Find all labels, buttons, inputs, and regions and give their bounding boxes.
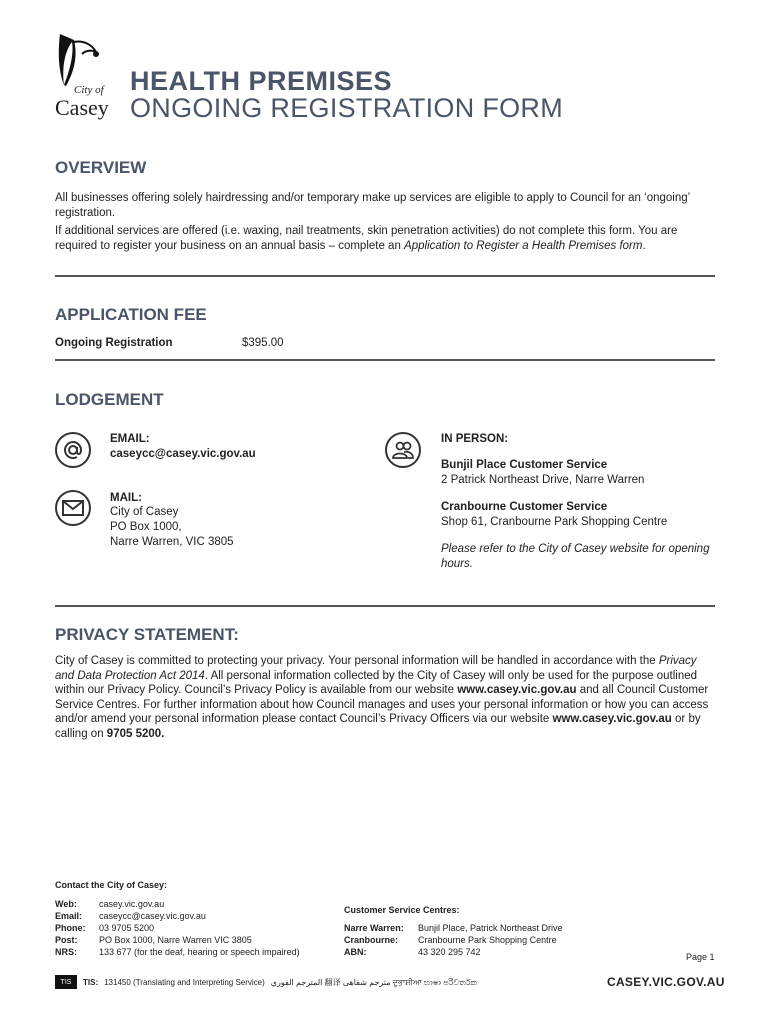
footer-key: Phone: bbox=[55, 923, 86, 933]
page-number: Page 1 bbox=[686, 952, 715, 962]
tis-label: TIS: bbox=[83, 977, 99, 987]
overview-heading: OVERVIEW bbox=[55, 158, 147, 177]
footer-key: Cranbourne: bbox=[344, 935, 398, 945]
tis-text: 131450 (Translating and Interpreting Service) bbox=[104, 977, 265, 987]
centre-cranbourne: Cranbourne Park Shopping Centre bbox=[418, 935, 557, 945]
opening-hours-note: Please refer to the City of Casey website for opening hours. bbox=[441, 543, 710, 570]
overview-paragraph-1: All businesses offering solely hairdressing and/or temporary make up services are eligible to apply to Council for an ‘ongoing’ registration. bbox=[55, 192, 690, 219]
mail-icon bbox=[55, 490, 91, 526]
overview-paragraph-2: If additional services are offered (i.e. waxing, nail treatments, skin penetration activities) do not complete this form. You are required to register your business on an annual basis – complete an Application to Register a Health Premises form. bbox=[55, 225, 678, 252]
form-title-line1: HEALTH PREMISES bbox=[130, 66, 393, 96]
tis-line bbox=[55, 975, 477, 989]
footer-email[interactable]: caseycc@casey.vic.gov.au bbox=[99, 911, 206, 921]
divider bbox=[55, 275, 715, 277]
footer-phone: 03 9705 5200 bbox=[99, 923, 155, 933]
mail-line-2: PO Box 1000, bbox=[110, 521, 182, 533]
footer-title: Contact the City of Casey: bbox=[55, 880, 168, 890]
mail-label: MAIL: bbox=[110, 492, 142, 504]
in-person-label: IN PERSON: bbox=[441, 433, 509, 445]
footer-nrs: 133 677 (for the deaf, hearing or speech impaired) bbox=[99, 947, 300, 957]
centres-title: Customer Service Centres: bbox=[344, 905, 460, 915]
application-fee-heading: APPLICATION FEE bbox=[55, 305, 207, 324]
website-link[interactable]: www.casey.vic.gov.au bbox=[457, 684, 577, 696]
logo-city-of: City of bbox=[74, 84, 104, 96]
cranbourne-address: Shop 61, Cranbourne Park Shopping Centre bbox=[441, 516, 668, 528]
tis-icon: TIS bbox=[55, 975, 77, 989]
footer-post: PO Box 1000, Narre Warren VIC 3805 bbox=[99, 935, 252, 945]
footer-web[interactable]: casey.vic.gov.au bbox=[99, 899, 165, 909]
lodgement-heading: LODGEMENT bbox=[55, 390, 164, 409]
mail-line-3: Narre Warren, VIC 3805 bbox=[110, 536, 234, 548]
privacy-paragraph: City of Casey is committed to protecting your privacy. Your personal information will be handled in accordance with the Privacy and Data Protection Act 2014. All personal information collected by the City of Casey will only be used for the purpose outlined within our Privacy Policy. Council’s Privacy Policy is available from our website www.casey.vic.gov.au and all Council Customer Service Centres. For further information about how Council manages and uses your personal information or how you can access and/or amend your personal information please contact Council’s Privacy Officers via our website www.casey.vic.gov.au or by calling on 9705 5200. bbox=[55, 655, 709, 740]
footer-key: Email: bbox=[55, 911, 83, 921]
privacy-heading: PRIVACY STATEMENT: bbox=[55, 625, 239, 644]
cranbourne-name: Cranbourne Customer Service bbox=[441, 501, 608, 513]
footer-key: NRS: bbox=[55, 947, 77, 957]
phone-number: 9705 5200. bbox=[106, 727, 165, 740]
fee-label: Ongoing Registration bbox=[55, 337, 173, 349]
footer-key: Web: bbox=[55, 899, 77, 909]
form-title-line2: ONGOING REGISTRATION FORM bbox=[130, 93, 564, 123]
centre-narre-warren: Bunjil Place, Patrick Northeast Drive bbox=[418, 923, 563, 933]
abn-value: 43 320 295 742 bbox=[418, 947, 481, 957]
footer-key: Post: bbox=[55, 935, 78, 945]
email-icon bbox=[55, 432, 91, 468]
footer-key: Narre Warren: bbox=[344, 923, 404, 933]
email-link[interactable]: caseycc@casey.vic.gov.au bbox=[110, 448, 256, 460]
bunjil-place-name: Bunjil Place Customer Service bbox=[441, 459, 608, 471]
fee-value: $395.00 bbox=[242, 337, 284, 349]
divider bbox=[55, 359, 715, 361]
bunjil-place-address: 2 Patrick Northeast Drive, Narre Warren bbox=[441, 474, 645, 486]
tis-languages: المترجم الفوري 翻译 مترجم شفاهی ਦੁਭਾਸ਼ੀਆ භාෂා පරිවර්තක bbox=[270, 977, 477, 987]
divider bbox=[55, 605, 715, 607]
footer-website[interactable]: CASEY.VIC.GOV.AU bbox=[607, 975, 725, 989]
footer-key: ABN: bbox=[344, 947, 367, 957]
website-link[interactable]: www.casey.vic.gov.au bbox=[552, 713, 672, 725]
people-icon bbox=[385, 432, 421, 468]
mail-line-1: City of Casey bbox=[110, 506, 179, 518]
logo-casey: Casey bbox=[55, 95, 109, 120]
application-form-name: Application to Register a Health Premises form bbox=[404, 239, 643, 252]
email-label: EMAIL: bbox=[110, 433, 150, 445]
